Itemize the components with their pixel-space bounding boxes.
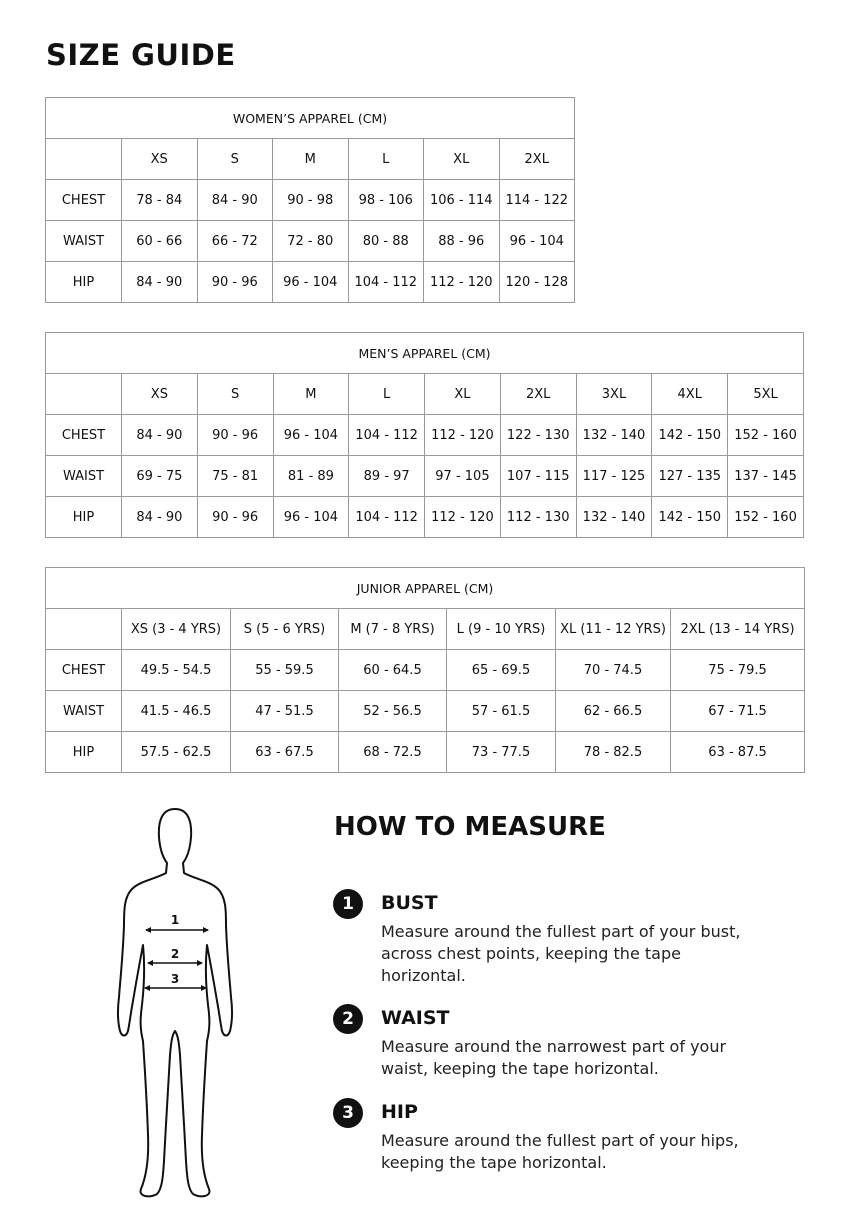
table-cell: 98 - 106 <box>348 180 424 221</box>
size-header: S (5 - 6 YRS) <box>231 609 339 650</box>
row-label: WAIST <box>46 221 122 262</box>
table-cell: 88 - 96 <box>424 221 500 262</box>
table-cell: 75 - 79.5 <box>671 650 805 691</box>
size-header-row <box>46 374 804 415</box>
table-caption-row <box>46 568 805 609</box>
table-cell: 84 - 90 <box>197 180 273 221</box>
body-outline <box>118 809 232 1196</box>
table-cell: 84 - 90 <box>122 415 198 456</box>
table-row <box>46 415 804 456</box>
row-label: CHEST <box>46 415 122 456</box>
bust-arrow-left <box>145 927 151 933</box>
size-header: 2XL <box>499 139 575 180</box>
size-header: 2XL (13 - 14 YRS) <box>671 609 805 650</box>
table-cell: 73 - 77.5 <box>447 732 556 773</box>
table-row <box>46 497 804 538</box>
table-cell: 96 - 104 <box>273 262 349 303</box>
table-cell: 90 - 96 <box>197 497 273 538</box>
size-header: XS <box>122 374 198 415</box>
table-cell: 132 - 140 <box>576 497 652 538</box>
women-size-table <box>45 97 575 303</box>
table-cell: 97 - 105 <box>425 456 501 497</box>
hip-marker-label: 3 <box>170 972 180 986</box>
table-row <box>46 456 804 497</box>
corner-cell <box>46 139 122 180</box>
step-description: Measure around the fullest part of your hips, keeping the tape horizontal. <box>381 1131 739 1172</box>
table-cell: 142 - 150 <box>652 415 728 456</box>
waist-marker-label: 2 <box>170 947 180 961</box>
size-header: M (7 - 8 YRS) <box>339 609 447 650</box>
size-header: XL (11 - 12 YRS) <box>556 609 671 650</box>
row-label: HIP <box>46 262 122 303</box>
hip-arrow-left <box>144 985 150 991</box>
table-cell: 120 - 128 <box>499 262 575 303</box>
table-cell: 49.5 - 54.5 <box>122 650 231 691</box>
corner-cell <box>46 374 122 415</box>
table-cell: 152 - 160 <box>728 415 804 456</box>
size-header: XL <box>425 374 501 415</box>
table-cell: 117 - 125 <box>576 456 652 497</box>
size-header: 2XL <box>500 374 576 415</box>
table-cell: 57 - 61.5 <box>447 691 556 732</box>
size-header: S <box>197 139 273 180</box>
size-header: L <box>348 139 424 180</box>
table-cell: 69 - 75 <box>122 456 198 497</box>
table-cell: 84 - 90 <box>122 497 198 538</box>
table-cell: 63 - 67.5 <box>231 732 339 773</box>
table-cell: 80 - 88 <box>348 221 424 262</box>
table-cell: 66 - 72 <box>197 221 273 262</box>
table-row <box>46 732 805 773</box>
table-cell: 41.5 - 46.5 <box>122 691 231 732</box>
table-cell: 81 - 89 <box>273 456 349 497</box>
table-cell: 104 - 112 <box>349 497 425 538</box>
row-label: HIP <box>46 732 122 773</box>
step-number-badge: 3 <box>333 1098 363 1128</box>
corner-cell <box>46 609 122 650</box>
size-header: XL <box>424 139 500 180</box>
waist-arrow-right <box>197 960 203 966</box>
row-label: WAIST <box>46 691 122 732</box>
size-header-row <box>46 139 575 180</box>
table-cell: 55 - 59.5 <box>231 650 339 691</box>
table-row <box>46 180 575 221</box>
table-cell: 122 - 130 <box>500 415 576 456</box>
table-cell: 112 - 130 <box>500 497 576 538</box>
table-cell: 137 - 145 <box>728 456 804 497</box>
how-to-measure-title: HOW TO MEASURE <box>334 812 606 842</box>
size-header: XS (3 - 4 YRS) <box>122 609 231 650</box>
table-caption: MEN’S APPAREL (CM) <box>46 333 804 374</box>
table-cell: 67 - 71.5 <box>671 691 805 732</box>
table-cell: 47 - 51.5 <box>231 691 339 732</box>
step-description: Measure around the narrowest part of your waist, keeping the tape horizontal. <box>381 1037 727 1078</box>
table-caption: WOMEN’S APPAREL (CM) <box>46 98 575 139</box>
table-cell: 65 - 69.5 <box>447 650 556 691</box>
table-cell: 62 - 66.5 <box>556 691 671 732</box>
bust-marker-label: 1 <box>170 913 180 927</box>
table-cell: 78 - 84 <box>122 180 198 221</box>
step-heading: BUST <box>381 892 438 914</box>
table-cell: 90 - 96 <box>197 415 273 456</box>
table-row <box>46 650 805 691</box>
table-cell: 112 - 120 <box>425 415 501 456</box>
row-label: HIP <box>46 497 122 538</box>
table-cell: 70 - 74.5 <box>556 650 671 691</box>
size-header: L (9 - 10 YRS) <box>447 609 556 650</box>
table-cell: 142 - 150 <box>652 497 728 538</box>
size-header: L <box>349 374 425 415</box>
size-header: M <box>273 139 349 180</box>
table-cell: 112 - 120 <box>424 262 500 303</box>
table-cell: 107 - 115 <box>500 456 576 497</box>
table-cell: 52 - 56.5 <box>339 691 447 732</box>
men-size-table <box>45 332 804 538</box>
table-cell: 127 - 135 <box>652 456 728 497</box>
size-header: S <box>197 374 273 415</box>
size-header: 4XL <box>652 374 728 415</box>
table-cell: 72 - 80 <box>273 221 349 262</box>
size-header: XS <box>122 139 198 180</box>
table-cell: 84 - 90 <box>122 262 198 303</box>
table-cell: 89 - 97 <box>349 456 425 497</box>
table-cell: 104 - 112 <box>348 262 424 303</box>
table-cell: 152 - 160 <box>728 497 804 538</box>
table-cell: 132 - 140 <box>576 415 652 456</box>
table-cell: 96 - 104 <box>273 497 349 538</box>
table-cell: 90 - 96 <box>197 262 273 303</box>
bust-arrow-right <box>203 927 209 933</box>
size-header: 5XL <box>728 374 804 415</box>
row-label: WAIST <box>46 456 122 497</box>
step-heading: HIP <box>381 1101 418 1123</box>
table-cell: 75 - 81 <box>197 456 273 497</box>
table-cell: 90 - 98 <box>273 180 349 221</box>
table-caption-row <box>46 98 575 139</box>
table-row <box>46 262 575 303</box>
step-number-badge: 2 <box>333 1004 363 1034</box>
table-caption: JUNIOR APPAREL (CM) <box>46 568 805 609</box>
row-label: CHEST <box>46 180 122 221</box>
table-cell: 68 - 72.5 <box>339 732 447 773</box>
step-description: Measure around the fullest part of your bust, across chest points, keeping the tape horizontal. <box>381 922 741 985</box>
table-caption-row <box>46 333 804 374</box>
size-header: 3XL <box>576 374 652 415</box>
table-cell: 114 - 122 <box>499 180 575 221</box>
table-cell: 60 - 66 <box>122 221 198 262</box>
waist-arrow-left <box>147 960 153 966</box>
table-cell: 78 - 82.5 <box>556 732 671 773</box>
page-title: SIZE GUIDE <box>46 38 236 72</box>
table-cell: 60 - 64.5 <box>339 650 447 691</box>
table-row <box>46 691 805 732</box>
table-cell: 57.5 - 62.5 <box>122 732 231 773</box>
step-heading: WAIST <box>381 1007 450 1029</box>
table-cell: 63 - 87.5 <box>671 732 805 773</box>
step-number-badge: 1 <box>333 889 363 919</box>
size-header-row <box>46 609 805 650</box>
size-header: M <box>273 374 349 415</box>
body-measurement-figure <box>100 805 260 1200</box>
table-cell: 104 - 112 <box>349 415 425 456</box>
junior-size-table <box>45 567 805 773</box>
table-cell: 106 - 114 <box>424 180 500 221</box>
table-cell: 96 - 104 <box>273 415 349 456</box>
table-cell: 112 - 120 <box>425 497 501 538</box>
row-label: CHEST <box>46 650 122 691</box>
table-row <box>46 221 575 262</box>
table-cell: 96 - 104 <box>499 221 575 262</box>
